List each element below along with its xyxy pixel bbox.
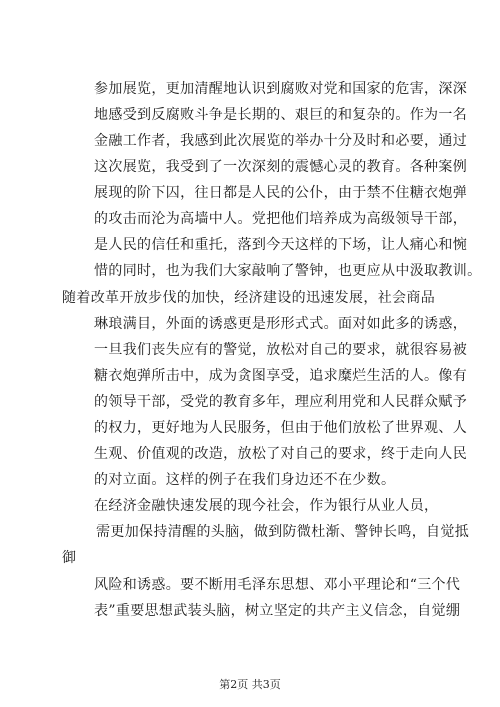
paragraph-line: 是人民的信任和重托，落到今天这样的下场，让人痛心和惋 — [94, 237, 468, 253]
paragraph-line: 风险和诱惑。要不断用毛泽东思想、邓小平理论和“三个代 — [94, 577, 461, 593]
paragraph-line: 生观、价值观的改造，放松了对自己的要求，终于走向人民 — [94, 446, 468, 462]
paragraph-line: 的权力，更好地为人民服务，但由于他们放松了世界观、人 — [94, 420, 468, 436]
paragraph-line: 的攻击而沦为高墙中人。党把他们培养成为高级领导干部， — [94, 211, 468, 227]
paragraph-line: 展现的阶下囚，往日都是人民的公仆，由于禁不住糖衣炮弹 — [94, 185, 468, 201]
paragraph-line: 的对立面。这样的例子在我们身边还不在少数。 — [94, 472, 396, 488]
paragraph-line: 御 — [62, 550, 77, 566]
paragraph-line: 地感受到反腐败斗争是长期的、艰巨的和复杂的。作为一名 — [94, 107, 468, 123]
paragraph-line: 糖衣炮弹所击中，成为贪图享受，追求糜烂生活的人。像有 — [94, 368, 468, 384]
paragraph-line: 随着改革开放步伐的加快，经济建设的迅速发展，社会商品 — [62, 290, 436, 306]
paragraph-line: 表”重要思想武装头脑，树立坚定的共产主义信念，自觉绷 — [94, 603, 461, 619]
paragraph-line: 这次展览，我受到了一次深刻的震憾心灵的教育。各种案例 — [94, 159, 468, 175]
paragraph-line: 金融工作者，我感到此次展览的举办十分及时和必要，通过 — [94, 133, 468, 149]
paragraph-line: 在经济金融快速发展的现今社会，作为银行从业人员， — [94, 498, 439, 514]
paragraph-line: 参加展览，更加清醒地认识到腐败对党和国家的危害，深深 — [94, 81, 468, 97]
paragraph-line: 的领导干部，受党的教育多年，理应利用党和人民群众赋予 — [94, 394, 468, 410]
paragraph-line: 惜的同时，也为我们大家敲响了警钟，也更应从中汲取教训。 — [94, 263, 482, 279]
paragraph-line: 一旦我们丧失应有的警觉，放松对自己的要求，就很容易被 — [94, 342, 468, 358]
paragraph-line: 琳琅满目，外面的诱惑更是形形式式。面对如此多的诱惑， — [94, 316, 468, 332]
page-number-footer: 第2页 共3页 — [219, 678, 281, 691]
paragraph-line: 需更加保持清醒的头脑，做到防微杜渐、警钟长鸣，自觉抵 — [96, 524, 470, 540]
